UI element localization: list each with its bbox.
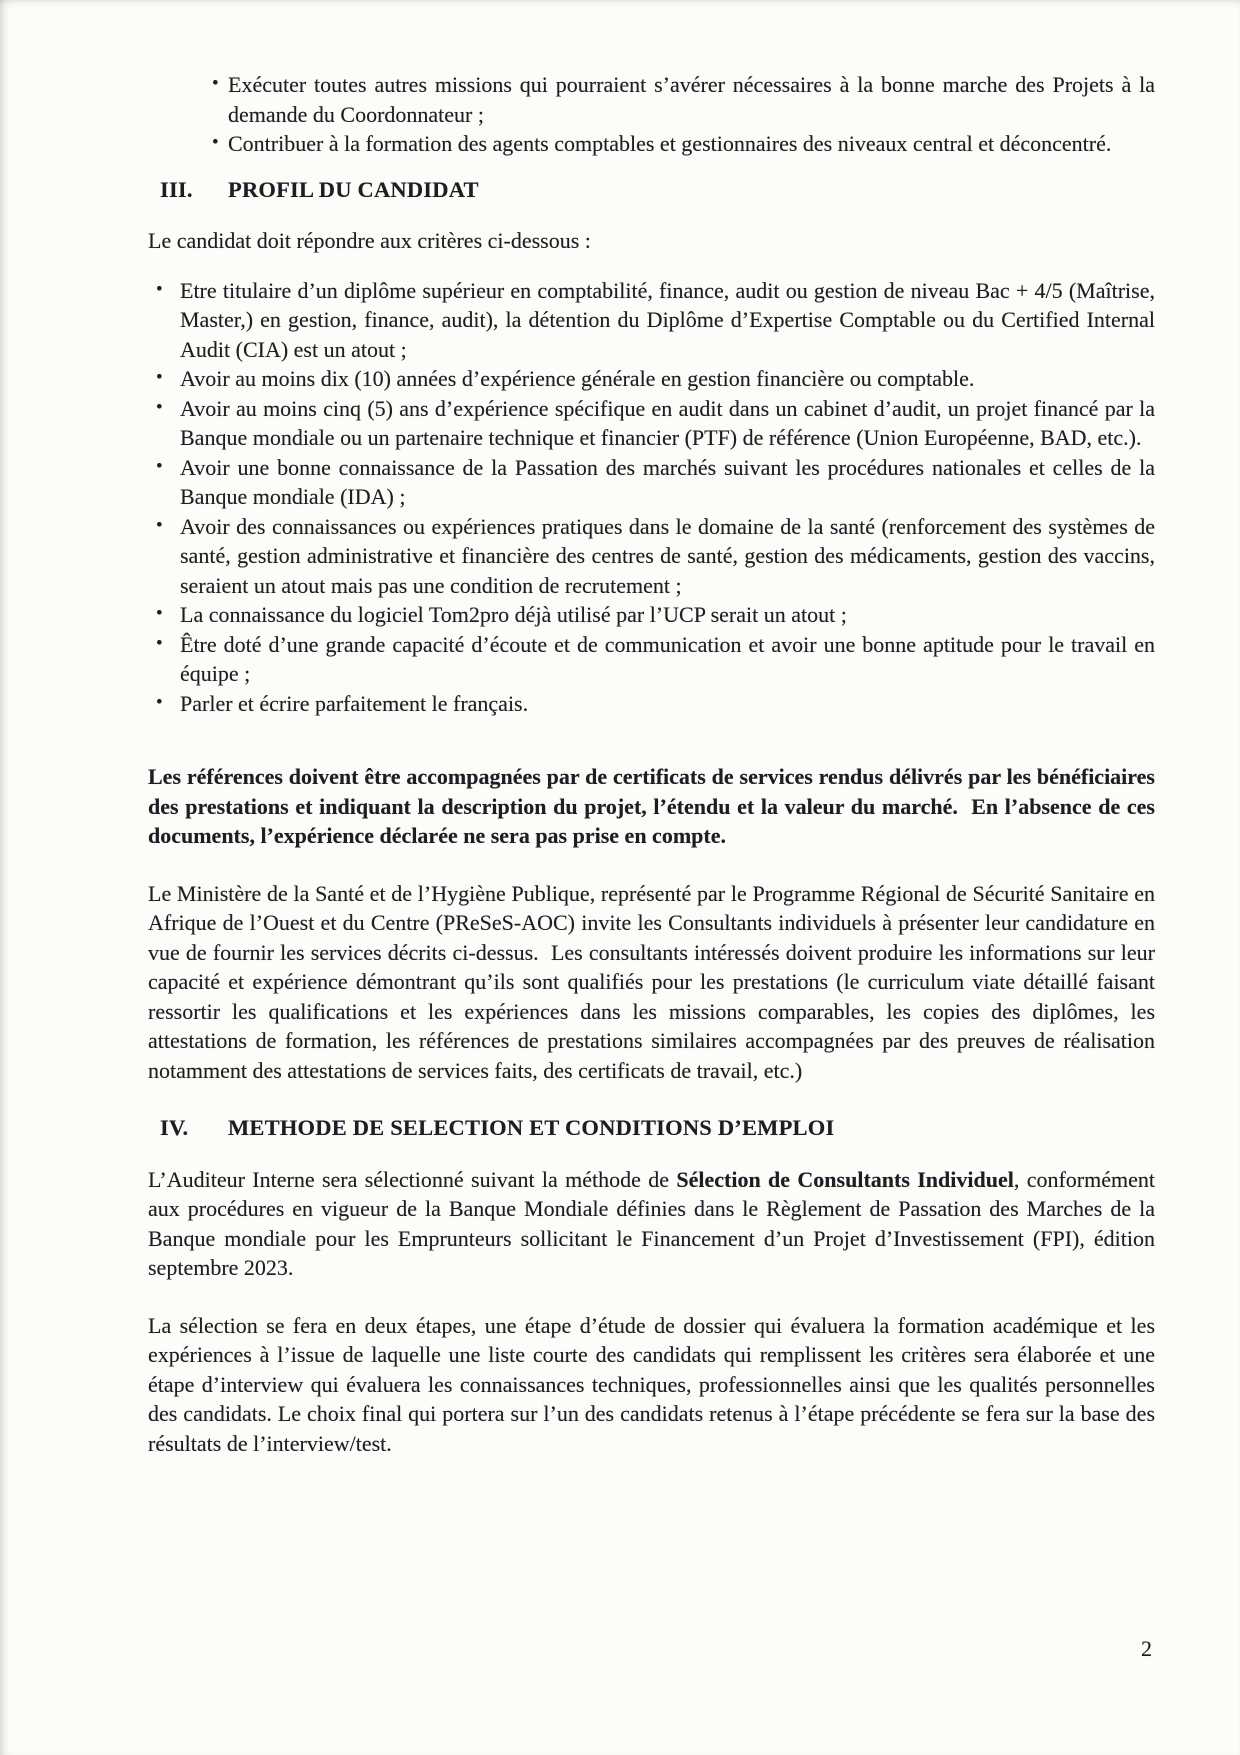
section-numeral: III. xyxy=(160,176,193,202)
criteria-bullet-list xyxy=(148,276,1155,719)
section-numeral: IV. xyxy=(160,1115,189,1140)
bullet-text: Avoir au moins dix (10) années d’expérience générale en gestion financière ou comptable. xyxy=(180,366,975,391)
references-bold-note: Les références doivent être accompagnées par de certificats de services rendus délivrés par les bénéficiaires des prestations et indiquant la description du projet, l’étendu et la valeur du marché. En l’absence de ces documents, l’expérience déclarée ne sera pas prise en compte. xyxy=(148,764,1155,848)
criteria-intro-text: Le candidat doit répondre aux critères ci-dessous : xyxy=(148,228,591,253)
bullet-icon: • xyxy=(156,455,163,477)
page-number: 2 xyxy=(1141,1636,1152,1661)
bullet-icon: • xyxy=(212,132,219,153)
bullet-icon: • xyxy=(156,367,163,388)
bullet-icon: • xyxy=(156,514,163,536)
list-item xyxy=(148,453,1155,512)
bullet-text: La connaissance du logiciel Tom2pro déjà utilisé par l’UCP serait un atout ; xyxy=(180,602,847,627)
list-item xyxy=(148,70,1155,129)
section-heading-methode xyxy=(148,1113,1155,1143)
list-item xyxy=(148,129,1155,159)
bullet-icon: • xyxy=(156,603,163,624)
bullet-text: Avoir une bonne connaissance de la Passation des marchés suivant les procédures nationales et celles de la Banque mondiale (IDA) ; xyxy=(180,454,1155,509)
bullet-text: Avoir des connaissances ou expériences pratiques dans le domaine de la santé (renforcement des systèmes de santé, gestion administrative et financière des centres de santé, gestion des médicaments, gestion des vaccins, seraient un atout mais pas une condition de recrutement ; xyxy=(180,513,1155,598)
bullet-icon: • xyxy=(156,396,163,418)
mission-bullet-list xyxy=(148,70,1155,159)
bullet-text: Exécuter toutes autres missions qui pourraient s’avérer nécessaires à la bonne marche des Projets à la demande du Coordonnateur ; xyxy=(228,72,1155,127)
bullet-text: Avoir au moins cinq (5) ans d’expérience spécifique en audit dans un cabinet d’audit, un projet financé par la Banque mondiale ou un partenaire technique et financier (PTF) de référence (Union Européenne, BAD, etc.). xyxy=(180,395,1155,450)
selection-process-paragraph: La sélection se fera en deux étapes, une étape d’étude de dossier qui évaluera la formation académique et les expériences à l’issue de laquelle une liste courte des candidats qui remplissent les critères sera élaborée et une étape d’interview qui évaluera les connaissances techniques, professionnelles ainsi que les qualités personnelles des candidats. Le choix final qui portera sur l’un des candidats retenus à l’étape précédente se fera sur la base des résultats de l’interview/test. xyxy=(148,1312,1155,1456)
page-content xyxy=(148,70,1155,1458)
list-item xyxy=(148,689,1155,719)
list-item xyxy=(148,512,1155,601)
bullet-text: Parler et écrire parfaitement le français. xyxy=(180,690,529,716)
ministry-paragraph: Le Ministère de la Santé et de l’Hygiène Publique, représenté par le Programme Régional de Sécurité Sanitaire en Afrique de l’Ouest et du Centre (PReSeS-AOC) invite les Consultants individuels à présenter leur candidature en vue de fournir les services décrits ci-dessus. Les consultants intéressés doivent produire les informations sur leur capacité et expérience démontrant qu’ils sont qualifiés pour les prestations (le curriculum viate détaillé faisant ressortir les qualifications et les expériences dans les missions comparables, les copies des diplômes, les attestations de formation, les références de prestations similaires accompagnées par des preuves de réalisation notamment des attestations de services faits, des certificats de travail, etc.) xyxy=(148,880,1155,1083)
list-item xyxy=(148,630,1155,689)
bullet-icon: • xyxy=(156,632,163,654)
list-item xyxy=(148,364,1155,394)
list-item xyxy=(148,394,1155,453)
bullet-text: Être doté d’une grande capacité d’écoute et de communication et avoir une bonne aptitude pour le travail en équipe ; xyxy=(180,631,1155,686)
list-item xyxy=(148,600,1155,630)
section-heading-profil xyxy=(148,175,1155,205)
bullet-text: Etre titulaire d’un diplôme supérieur en comptabilité, finance, audit ou gestion de niveau Bac + 4/5 (Maîtrise, Master,) en gestion, finance, audit), la détention du Diplôme d’Expertise Comptable ou du Certified Internal Audit (CIA) est un atout ; xyxy=(180,277,1155,362)
list-item xyxy=(148,276,1155,365)
selection-method-paragraph xyxy=(148,1165,1155,1283)
section-title: METHODE DE SELECTION ET CONDITIONS D’EMPLOI xyxy=(228,1115,835,1140)
bullet-icon: • xyxy=(156,278,163,300)
bullet-text: Contribuer à la formation des agents comptables et gestionnaires des niveaux central et déconcentré. xyxy=(228,131,1112,156)
paragraph-text: , conformément aux procédures en vigueur de la Banque Mondiale définies dans le Règlement de Passation des Marches de la Banque mondiale pour les Emprunteurs sollicitant le Financement d’un Projet d’Investissement (FPI), édition septembre 2023. xyxy=(148,1166,1155,1280)
bullet-icon: • xyxy=(156,691,163,713)
paragraph-text: L’Auditeur Interne sera sélectionné suivant la méthode de xyxy=(148,1166,677,1192)
section-title: PROFIL DU CANDIDAT xyxy=(228,176,479,202)
bullet-icon: • xyxy=(212,73,219,94)
bold-phrase: Sélection de Consultants Individuel xyxy=(676,1166,1014,1192)
